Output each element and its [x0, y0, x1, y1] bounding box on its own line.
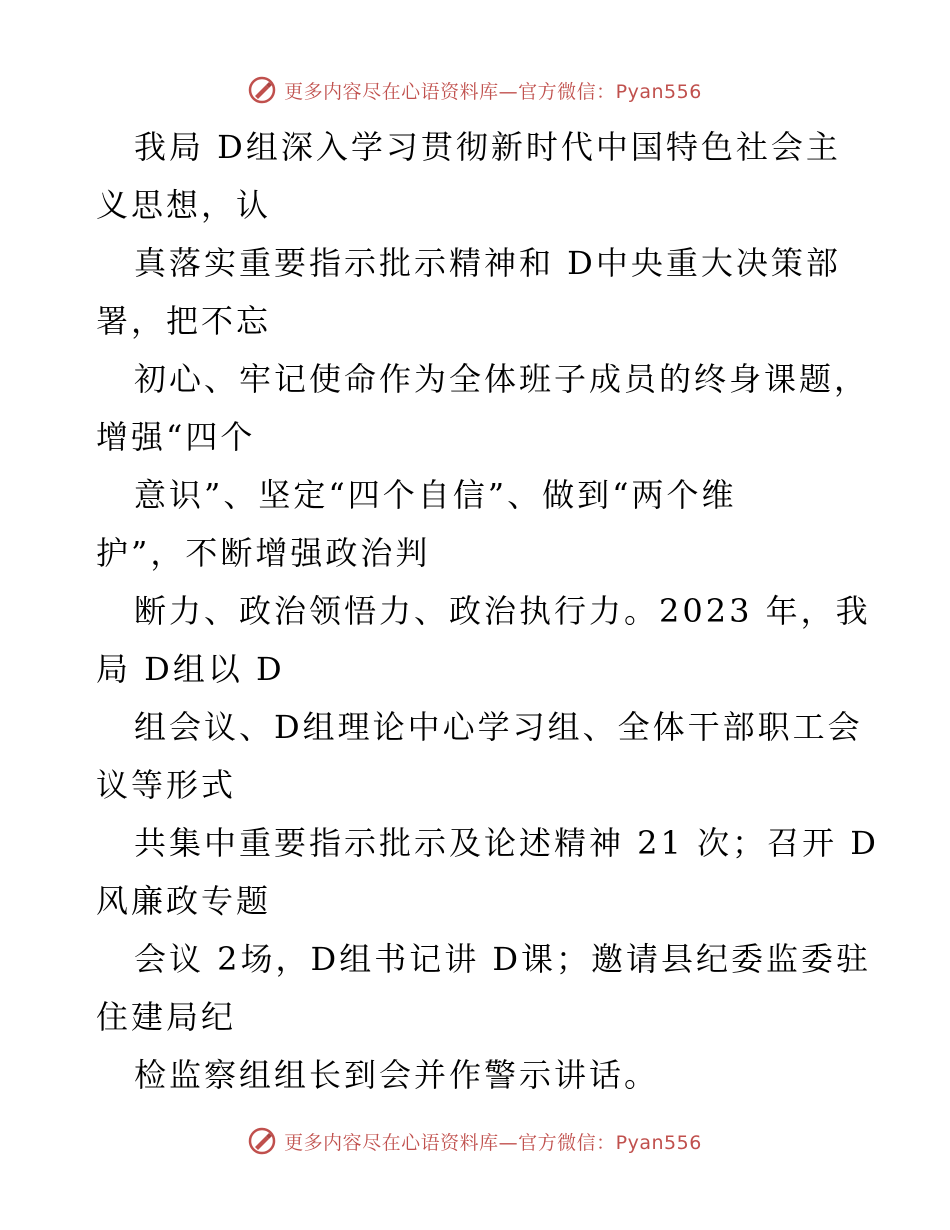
text-line: 议等形式 [96, 766, 237, 804]
text-line: 真落实重要指示批示精神和 D中央重大决策部 [134, 244, 841, 282]
text-line: 意识”、坚定“四个自信”、做到“两个维 [134, 476, 737, 514]
text-line: 护”，不断增强政治判 [96, 534, 431, 572]
text-line: 检监察组组长到会并作警示讲话。 [134, 1056, 660, 1094]
pen-logo-icon [248, 76, 276, 104]
text-line: 初心、牢记使命作为全体班子成员的终身课题， [134, 360, 870, 398]
watermark-wechat-id: Pyan556 [615, 1131, 702, 1154]
text-line: 我局 D组深入学习贯彻新时代中国特色社会主 [134, 128, 841, 166]
text-line: 会议 2场，D组书记讲 D课；邀请县纪委监委驻 [134, 940, 872, 978]
text-line: 住建局纪 [96, 998, 237, 1036]
text-line: 断力、政治领悟力、政治执行力。2023 年，我 [134, 592, 871, 630]
text-line: 增强“四个 [96, 418, 256, 456]
text-line: 署，把不忘 [96, 302, 272, 340]
watermark-text: 更多内容尽在心语资料库—官方微信： [284, 80, 616, 103]
watermark-text: 更多内容尽在心语资料库—官方微信： [284, 1131, 616, 1154]
document-body [96, 118, 896, 1104]
text-line: 风廉政专题 [96, 882, 272, 920]
text-line: 组会议、D组理论中心学习组、全体干部职工会 [134, 708, 863, 746]
text-line: 义思想，认 [96, 186, 272, 224]
footer-watermark [0, 1121, 950, 1161]
text-line: 共集中重要指示批示及论述精神 21 次；召开 D [134, 824, 879, 862]
pen-logo-icon [248, 1127, 276, 1155]
watermark-wechat-id: Pyan556 [615, 80, 702, 103]
text-line: 局 D组以 D [96, 650, 285, 688]
header-watermark [0, 70, 950, 110]
